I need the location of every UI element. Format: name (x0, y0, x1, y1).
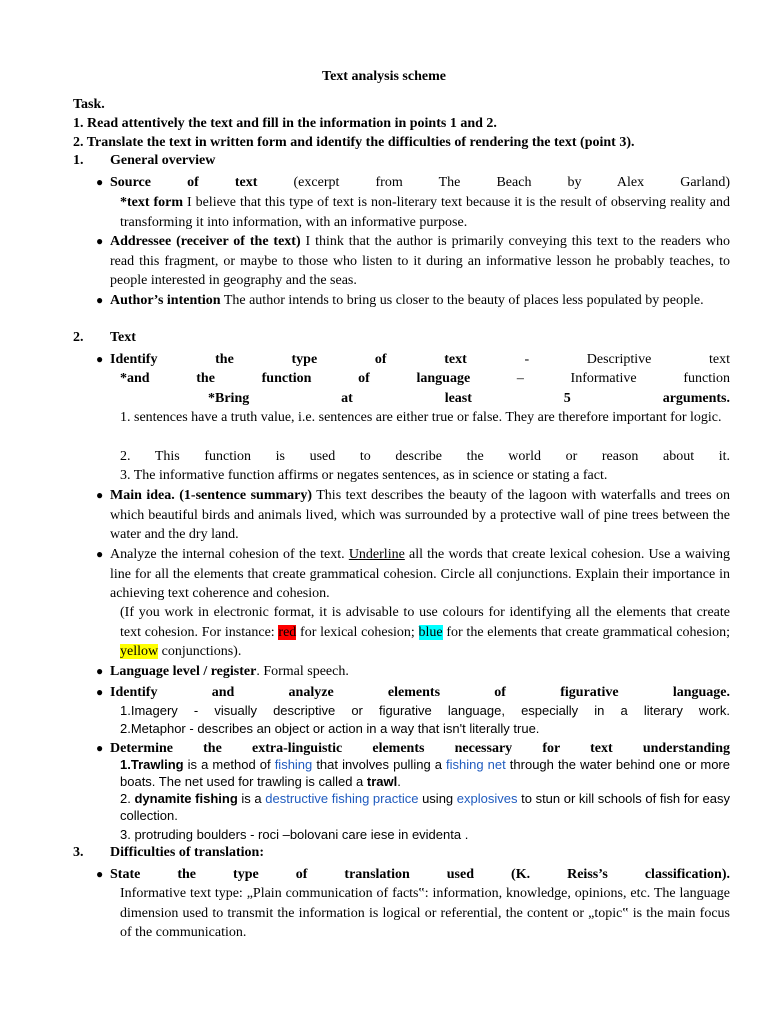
addressee-label: Addressee (receiver of the text) (110, 234, 301, 249)
addressee-paragraph (110, 232, 730, 291)
main-idea-paragraph (110, 486, 730, 545)
identify-value: - Descriptive text (524, 352, 731, 367)
function-label: *and the function of language (120, 371, 471, 386)
bullet-icon: ● (96, 234, 104, 248)
figurative-imagery: 1.Imagery - visually descriptive or figurative language, especially in a literary work. (120, 703, 730, 718)
source-line (110, 173, 730, 193)
highlight-blue: blue (418, 624, 443, 640)
cohesion-text-cont: all the words that create lexical cohesion. Use a waiving line for all the elements that create grammatical cohesion. Circle all conjunctions. Explain their importance in achieving text coherence and cohesion. (110, 547, 731, 601)
text-form-paragraph (120, 193, 730, 232)
bring-arguments-label: *Bring at least 5 arguments. (208, 391, 730, 406)
bullet-icon: ● (96, 867, 104, 881)
bullet-icon: ● (96, 293, 104, 307)
language-level-line (110, 662, 730, 682)
trawling-text: that involves pulling a (312, 757, 447, 772)
colour-text: conjunctions). (158, 644, 242, 659)
identify-label: Identify the type of text (110, 352, 467, 367)
section-1-heading: General overview (110, 153, 216, 168)
bullet-icon: ● (96, 352, 104, 366)
cohesion-text: Analyze the internal cohesion of the text. (110, 547, 349, 562)
dynamite-number: 2. (120, 791, 135, 806)
trawling-term: 1.Trawling (120, 757, 184, 772)
task-heading: Task. (73, 97, 105, 112)
section-3-number: 3. (73, 845, 84, 860)
task-item-1: 1. Read attentively the text and fill in the information in points 1 and 2. (73, 116, 497, 131)
task-item-2: 2. Translate the text in written form and identify the difficulties of rendering the text (point 3). (73, 135, 635, 150)
colour-text: (If you work in electronic format, it is advisable to use colours for identifying all the elements that create text cohesion. For instance: (120, 605, 730, 640)
dynamite-text: is a (237, 791, 266, 806)
identify-line (110, 350, 730, 370)
source-value: (excerpt from The Beach by Alex Garland) (257, 175, 730, 190)
page-title: Text analysis scheme (322, 69, 446, 84)
function-line (120, 369, 730, 389)
bullet-icon: ● (96, 741, 104, 755)
colour-text: for lexical cohesion; (296, 624, 419, 640)
highlight-yellow: yellow (120, 644, 159, 659)
dynamite-term: dynamite fishing (134, 791, 238, 806)
intention-value: The author intends to bring us closer to the beauty of places less populated by people. (220, 293, 704, 308)
main-idea-label: Main idea. (1-sentence summary) (110, 488, 313, 503)
translation-type-label: State the type of translation used (K. Reiss’s classification). (110, 867, 730, 882)
colour-text: for the elements that create grammatical cohesion; (442, 624, 730, 640)
text-form-label: *text form (120, 195, 184, 210)
argument-2: 2. This function is used to describe the world or reason about it. (120, 449, 730, 464)
fishing-net-link[interactable]: fishing net (446, 757, 506, 772)
trawling-text: is a method of (183, 757, 275, 772)
bullet-icon: ● (96, 685, 104, 699)
highlight-red: red (278, 624, 297, 640)
trawling-paragraph (120, 756, 730, 790)
explosives-link[interactable]: explosives (456, 791, 518, 806)
bullet-icon: ● (96, 547, 104, 561)
translation-type-paragraph: Informative text type: „Plain communication of facts‟: information, knowledge, opinions, etc. The language dimension used to transmit the information is logical or referential, the content or „topic‟ is the main focus of the communication. (120, 886, 730, 940)
colour-instructions (120, 603, 730, 662)
dynamite-paragraph (120, 790, 730, 824)
destructive-fishing-link[interactable]: destructive fishing practice (265, 791, 419, 806)
dynamite-text: to stun or kill schools of fish for easy collection. (120, 791, 730, 823)
source-label: Source of text (110, 175, 258, 190)
section-2-number: 2. (73, 330, 84, 345)
language-level-value: . Formal speech. (256, 664, 349, 679)
extra-linguistic-label: Determine the extra-linguistic elements necessary for text understanding (110, 741, 730, 756)
figurative-label: Identify and analyze elements of figurative language. (110, 685, 730, 700)
boulders-line: 3. protruding boulders - roci –bolovani care iese in evidenta . (120, 827, 469, 842)
argument-1: 1. sentences have a truth value, i.e. sentences are either true or false. They are therefore important for logic. (120, 410, 722, 425)
bullet-icon: ● (96, 488, 104, 502)
dynamite-text: using (418, 791, 457, 806)
bullet-icon: ● (96, 664, 104, 678)
section-3-heading: Difficulties of translation: (110, 845, 264, 860)
figurative-metaphor: 2.Metaphor - describes an object or action in a way that isn't literally true. (120, 721, 540, 736)
trawl-term: trawl (366, 774, 398, 789)
intention-paragraph (110, 291, 730, 311)
text-form-value: I believe that this type of text is non-literary text because it is the result of observing reality and transforming it into information, with an informative purpose. (120, 195, 731, 230)
section-2-heading: Text (110, 330, 136, 345)
argument-3: 3. The informative function affirms or negates sentences, as in science or stating a fact. (120, 468, 608, 483)
bullet-icon: ● (96, 175, 104, 189)
intention-label: Author’s intention (110, 293, 221, 308)
underline-word: Underline (348, 547, 405, 562)
addressee-value: I think that the author is primarily conveying this text to the readers who read this fragment, or maybe to those who listen to it during an informative lesson he probably teaches, to people interested in geography and the seas. (110, 234, 731, 288)
language-level-label: Language level / register (110, 664, 257, 679)
fishing-link[interactable]: fishing (274, 757, 313, 772)
cohesion-paragraph (110, 545, 730, 604)
trawling-text: through the water behind one or more boats. The net used for trawling is called a (120, 757, 730, 789)
section-1-number: 1. (73, 153, 84, 168)
function-value: – Informative function (516, 371, 730, 386)
trawling-text: . (397, 774, 401, 789)
main-idea-value: This text describes the beauty of the lagoon with waterfalls and trees on which beautiful birds and animals lived, which was surrounded by a protective wall of pine trees between the water and the dry land. (110, 488, 731, 542)
